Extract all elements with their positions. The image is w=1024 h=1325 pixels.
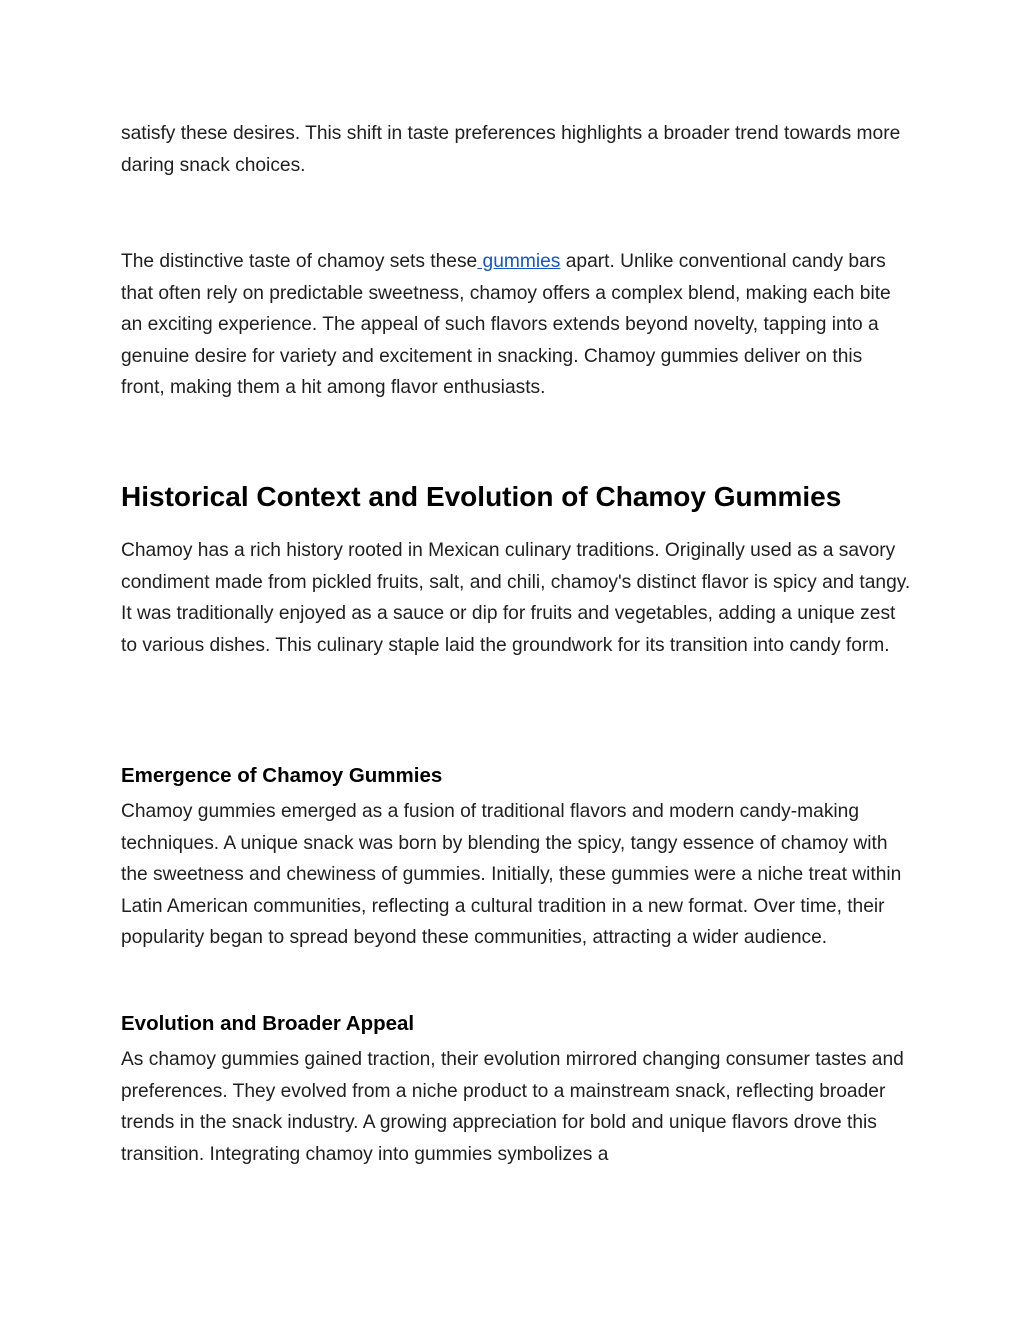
paragraph-chamoy-history: Chamoy has a rich history rooted in Mexican culinary traditions. Originally used as a savory condiment made from pickled fruits, salt, and chili, chamoy's distinct flavor is spicy and tangy. It was traditionally enjoyed as a sauce or dip for fruits and vegetables, adding a unique zest to various dishes. This culinary staple laid the groundwork for its transition into candy form. xyxy=(121,540,911,656)
paragraph-text-before-link: The distinctive taste of chamoy sets these xyxy=(121,251,478,272)
paragraph-emergence: Chamoy gummies emerged as a fusion of traditional flavors and modern candy-making techniques. A unique snack was born by blending the spicy, tangy essence of chamoy with the sweetness and chewiness of gummies. Initially, these gummies were a niche treat within Latin American communities, reflecting a cultural tradition in a new format. Over time, their popularity began to spread beyond these communities, attracting a wider audience. xyxy=(121,801,902,948)
gummies-link[interactable]: gummies xyxy=(477,251,561,272)
heading-historical-context: Historical Context and Evolution of Chamoy Gummies xyxy=(121,481,842,512)
paragraph-evolution: As chamoy gummies gained traction, their evolution mirrored changing consumer tastes and preferences. They evolved from a niche product to a mainstream snack, reflecting broader trends in the snack industry. A growing appreciation for bold and unique flavors drove this transition. Integrating chamoy into gummies symbolizes a xyxy=(121,1049,904,1165)
paragraph-text-after-link: apart. Unlike conventional candy bars that often rely on predictable sweetness, chamoy offers a complex blend, making each bite an exciting experience. The appeal of such flavors extends beyond novelty, tapping into a genuine desire for variety and excitement in snacking. Chamoy gummies deliver on this front, making them a hit among flavor enthusiasts. xyxy=(121,251,891,398)
heading-evolution: Evolution and Broader Appeal xyxy=(121,1012,415,1035)
heading-emergence: Emergence of Chamoy Gummies xyxy=(121,764,443,787)
paragraph-taste-preferences: satisfy these desires. This shift in taste preferences highlights a broader trend towards more daring snack choices. xyxy=(121,123,901,176)
paragraph-distinctive-taste xyxy=(121,246,911,404)
